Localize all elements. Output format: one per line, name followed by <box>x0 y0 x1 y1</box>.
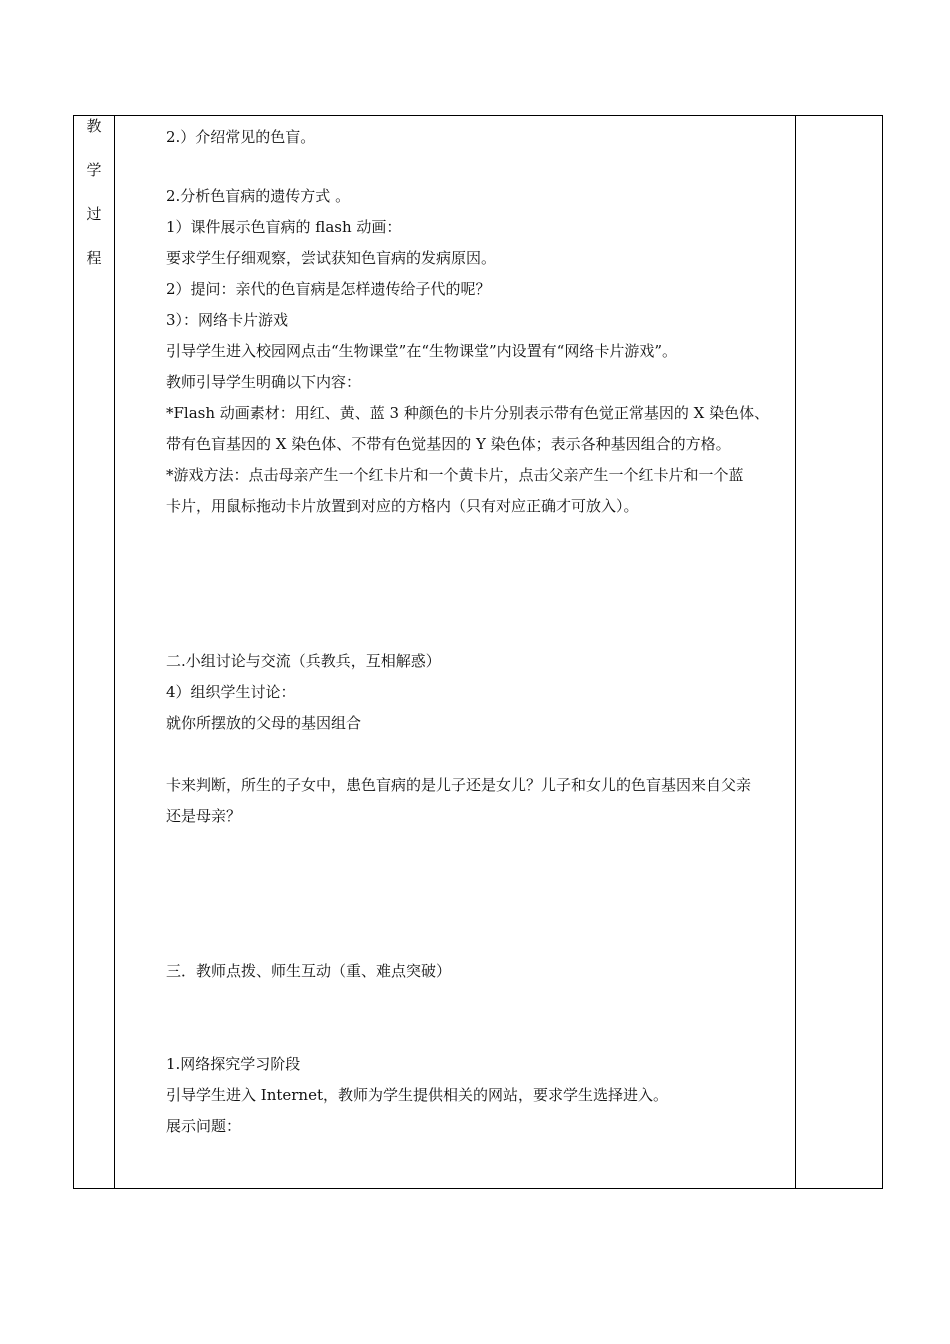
lesson-content <box>115 116 795 1134</box>
notes-cell <box>796 116 883 1189</box>
text-line: 要求学生仔细观察，尝试获知色盲病的发病原因。 <box>166 249 497 267</box>
label-char: 程 <box>86 249 102 267</box>
text-line: 还是母亲？ <box>166 807 242 825</box>
text-line: *Flash 动画素材：用红、黄、蓝 3 种颜色的卡片分别表示带有色觉正常基因的 X 染色体、 <box>166 404 770 422</box>
text-line: 就你所摆放的父母的基因组合 <box>166 714 362 732</box>
text-line: 4）组织学生讨论： <box>166 683 296 701</box>
text-line: 引导学生进入 Internet，教师为学生提供相关的网站，要求学生选择进入。 <box>166 1086 668 1104</box>
text-line: 卡片，用鼠标拖动卡片放置到对应的方格内（只有对应正确才可放入）。 <box>166 497 639 515</box>
text-line: 三．教师点拨、师生互动（重、难点突破） <box>166 962 452 980</box>
text-line: 3）：网络卡片游戏 <box>166 311 289 329</box>
text-line: 二.小组讨论与交流（兵教兵，互相解惑） <box>166 652 441 670</box>
text-line: 2.分析色盲病的遗传方式 。 <box>166 187 351 205</box>
text-line: 卡来判断，所生的子女中，患色盲病的是儿子还是女儿？儿子和女儿的色盲基因来自父亲 <box>166 776 752 794</box>
lesson-table <box>73 115 883 1189</box>
section-label-cell <box>74 116 115 1189</box>
text-line: 教师引导学生明确以下内容： <box>166 373 362 391</box>
text-line: 引导学生进入校园网点击“生物课堂”在“生物课堂”内设置有“网络卡片游戏”。 <box>166 342 678 360</box>
text-line: *游戏方法：点击母亲产生一个红卡片和一个黄卡片，点击父亲产生一个红卡片和一个蓝 <box>166 466 744 484</box>
text-line: 1.网络探究学习阶段 <box>166 1055 301 1073</box>
label-char: 教 <box>86 117 102 135</box>
content-cell <box>115 116 796 1189</box>
label-char: 学 <box>86 161 102 179</box>
text-line: 带有色盲基因的 X 染色体、不带有色觉基因的 Y 染色体；表示各种基因组合的方格。 <box>166 435 731 453</box>
text-line: 1）课件展示色盲病的 flash 动画： <box>166 218 402 236</box>
text-line: 2.）介绍常见的色盲。 <box>166 128 316 146</box>
text-line: 2）提问：亲代的色盲病是怎样遗传给子代的呢？ <box>166 280 491 298</box>
section-label <box>74 116 114 295</box>
text-line: 展示问题： <box>166 1117 242 1135</box>
label-char: 过 <box>86 205 102 223</box>
